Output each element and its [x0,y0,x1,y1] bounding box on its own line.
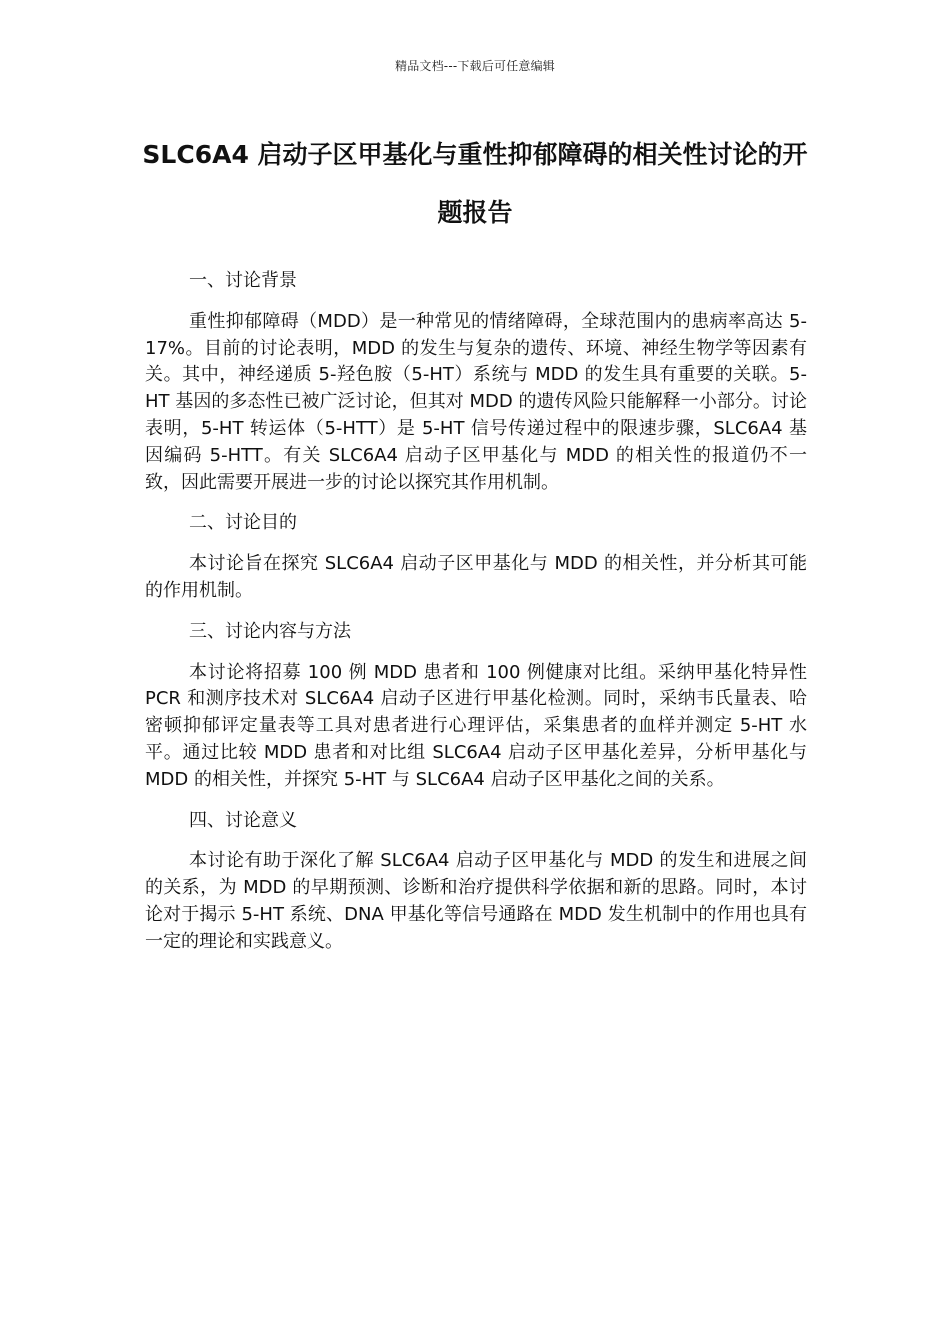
section-body-significance: 本讨论有助于深化了解 SLC6A4 启动子区甲基化与 MDD 的发生和进展之间的关系，为 MDD 的早期预测、诊断和治疗提供科学依据和新的思路。同时，本讨论对于揭示 5-HT 系统、DNA 甲基化等信号通路在 MDD 发生机制中的作用也具有一定的理论和实践意义。 [145,850,807,952]
section-heading-significance: 四、讨论意义 [189,809,297,831]
section-body-background: 重性抑郁障碍（MDD）是一种常见的情绪障碍，全球范围内的患病率高达 5-17%。目前的讨论表明，MDD 的发生与复杂的遗传、环境、神经生物学等因素有关。其中，神经递质 5-羟色胺（5-HT）系统与 MDD 的发生具有重要的关联。5-HT 基因的多态性已被广泛讨论，但其对 MDD 的遗传风险只能解释一小部分。讨论表明，5-HT 转运体（5-HTT）是 5-HT 信号传递过程中的限速步骤，SLC6A4 基因编码 5-HTT。有关 SLC6A4 启动子区甲基化与 MDD 的相关性的报道仍不一致，因此需要开展进一步的讨论以探究其作用机制。 [145,310,807,493]
document-title: SLC6A4 启动子区甲基化与重性抑郁障碍的相关性讨论的开题报告 [142,140,808,227]
section-heading-background: 一、讨论背景 [189,270,297,291]
section-body-methods: 本讨论将招募 100 例 MDD 患者和 100 例健康对比组。采纳甲基化特异性 PCR 和测序技术对 SLC6A4 启动子区进行甲基化检测。同时，采纳韦氏量表、哈密顿抑郁评定量表等工具对患者进行心理评估，采集患者的血样并测定 5-HT 水平。通过比较 MDD 患者和对比组 SLC6A4 启动子区甲基化差异，分析甲基化与 MDD 的相关性，并探究 5-HT 与 SLC6A4 启动子区甲基化之间的关系。 [145,661,807,790]
section-heading-methods: 三、讨论内容与方法 [189,620,351,642]
document-body [145,268,807,970]
header-note: 精品文档---下载后可任意编辑 [395,59,555,73]
section-body-purpose: 本讨论旨在探究 SLC6A4 启动子区甲基化与 MDD 的相关性，并分析其可能的作用机制。 [145,553,807,601]
section-heading-purpose: 二、讨论目的 [189,512,297,534]
